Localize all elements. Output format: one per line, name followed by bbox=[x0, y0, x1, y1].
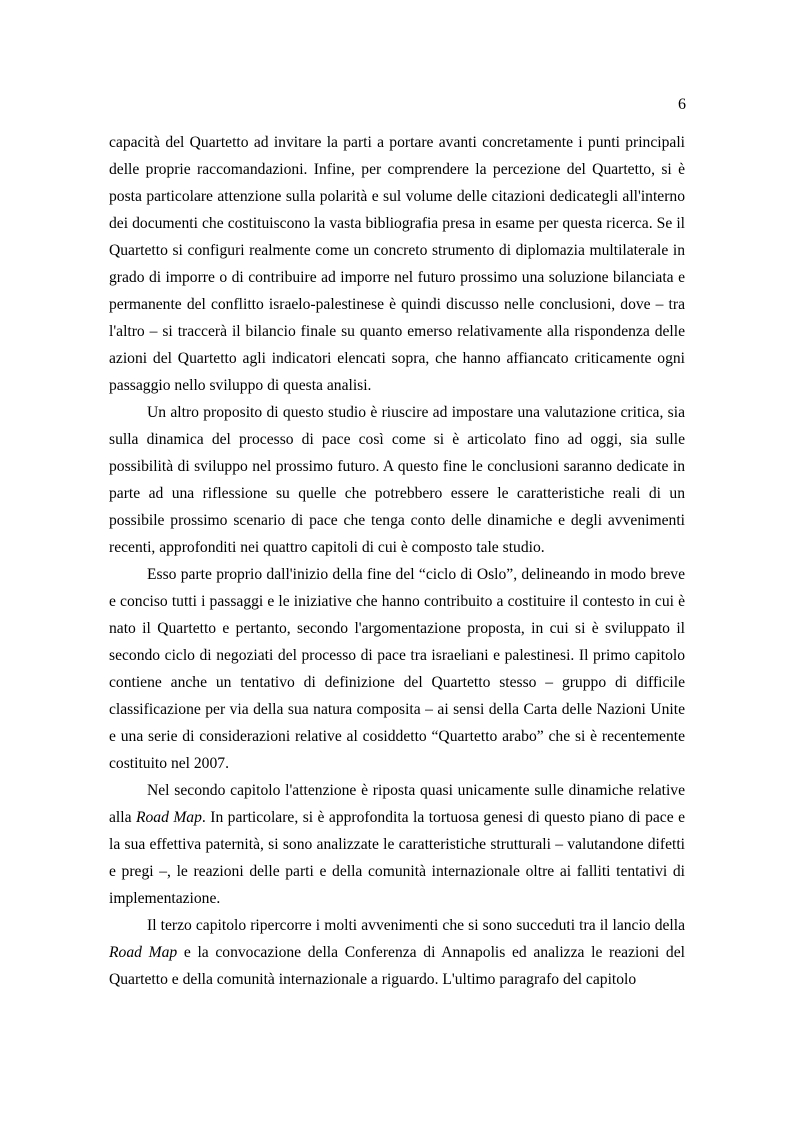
paragraph-5-after: e la convocazione della Conferenza di Annapolis ed analizza le reazioni del Quartetto e della comunità internazionale a riguardo. L'ultimo paragrafo del capitolo bbox=[109, 944, 685, 988]
road-map-title: Road Map bbox=[135, 809, 202, 826]
paragraph-5 bbox=[109, 912, 685, 993]
paragraph-4-before: Nel secondo capitolo l'attenzione è riposta quasi unicamente sulle dinamiche relative alla bbox=[109, 782, 685, 826]
road-map-title: Road Map bbox=[109, 944, 178, 961]
page-number: 6 bbox=[678, 96, 686, 113]
paragraph-3: Esso parte proprio dall'inizio della fine del “ciclo di Oslo”, delineando in modo breve e conciso tutti i passaggi e le iniziative che hanno contribuito a costituire il contesto in cui è nato il Quartetto e pertanto, secondo l'argomentazione proposta, in cui si è sviluppato il secondo ciclo di negoziati del processo di pace tra israeliani e palestinesi. Il primo capitolo contiene anche un tentativo di definizione del Quartetto stesso – gruppo di difficile classificazione per via della sua natura composita – ai sensi della Carta delle Nazioni Unite e una serie di considerazioni relative al cosiddetto “Quartetto arabo” che si è recentemente costituito nel 2007. bbox=[109, 566, 685, 772]
paragraph-4-after: . In particolare, si è approfondita la tortuosa genesi di questo piano di pace e la sua effettiva paternità, si sono analizzate le caratteristiche strutturali – valutandone difetti e pregi –, le reazioni delle parti e della comunità internazionale oltre ai falliti tentativi di implementazione. bbox=[109, 809, 685, 907]
paragraph-1: capacità del Quartetto ad invitare la parti a portare avanti concretamente i punti principali delle proprie raccomandazioni. Infine, per comprendere la percezione del Quartetto, si è posta particolare attenzione sulla polarità e sul volume delle citazioni dedicategli all'interno dei documenti che costituiscono la vasta bibliografia presa in esame per questa ricerca. Se il Quartetto si configuri realmente come un concreto strumento di diplomazia multilaterale in grado di imporre o di contribuire ad imporre nel futuro prossimo una soluzione bilanciata e permanente del conflitto israelo-palestinese è quindi discusso nelle conclusioni, dove – tra l'altro – si traccerà il bilancio finale su quanto emerso relativamente alla rispondenza delle azioni del Quartetto agli indicatori elencati sopra, che hanno affiancato criticamente ogni passaggio nello sviluppo di questa analisi. bbox=[109, 134, 685, 394]
paragraph-5-before: Il terzo capitolo ripercorre i molti avvenimenti che si sono succeduti tra il lancio della bbox=[147, 917, 685, 934]
paragraph-4 bbox=[109, 777, 685, 912]
paragraph-2: Un altro proposito di questo studio è riuscire ad impostare una valutazione critica, sia sulla dinamica del processo di pace così come si è articolato fino ad oggi, sia sulle possibilità di sviluppo nel prossimo futuro. A questo fine le conclusioni saranno dedicate in parte ad una riflessione su quelle che potrebbero essere le caratteristiche reali di un possibile prossimo scenario di pace che tenga conto delle dinamiche e degli avvenimenti recenti, approfonditi nei quattro capitoli di cui è composto tale studio. bbox=[109, 404, 685, 556]
body-text bbox=[109, 129, 685, 993]
